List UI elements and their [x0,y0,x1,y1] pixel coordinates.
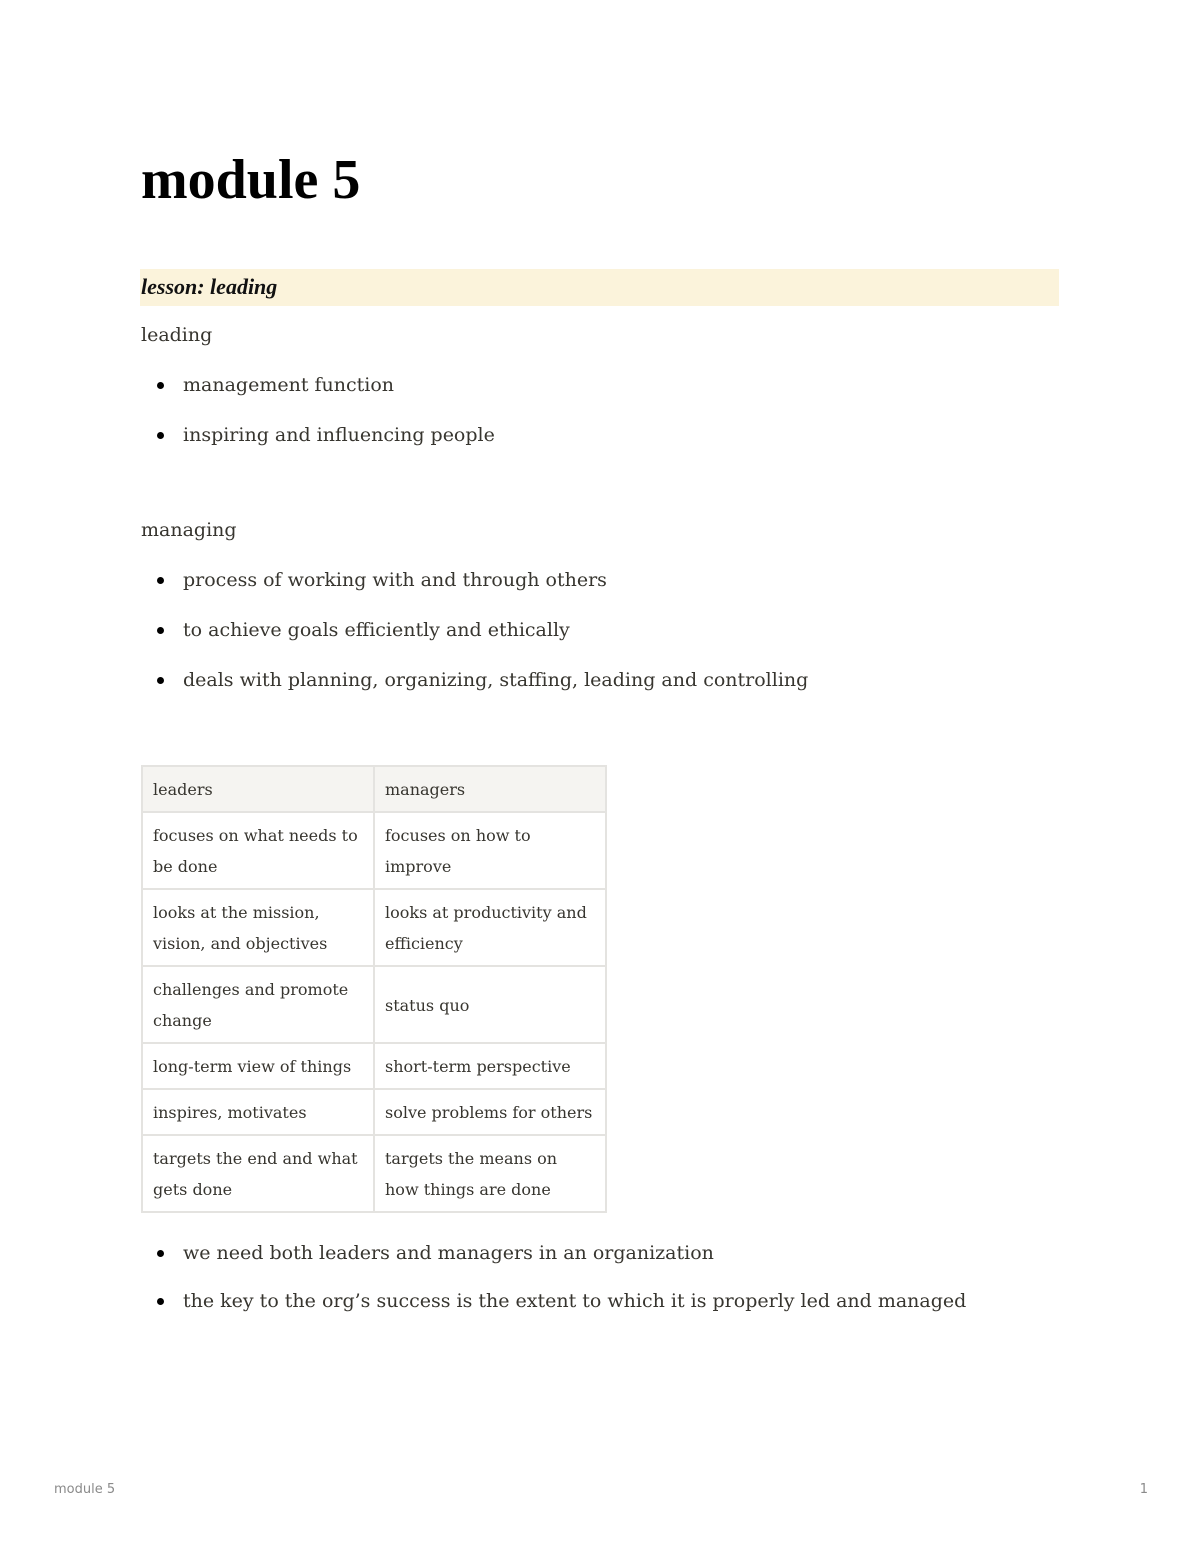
list-item-text: management function [183,374,395,396]
list-item [141,421,495,471]
list-item-text: to achieve goals efficiently and ethically [183,619,570,641]
section-heading-managing: managing [141,519,237,541]
footer-doc-name: module 5 [54,1482,116,1497]
list-item [141,666,808,716]
table-cell: short-term perspective [374,1043,606,1089]
summary-bullet-list [141,1239,966,1335]
list-item-text: the key to the org’s success is the extent to which it is properly led and managed [183,1290,967,1312]
bullet-dot [157,627,164,634]
table-cell: long-term view of things [142,1043,374,1089]
table-cell: status quo [374,966,606,1043]
bullet-dot [157,677,164,684]
bullet-dot [157,432,164,439]
list-item-text: inspiring and influencing people [183,424,495,446]
bullet-dot [157,1250,164,1257]
table-row [142,889,606,966]
list-item [141,616,808,666]
bullet-dot [157,577,164,584]
table-cell: focuses on what needs to be done [142,812,374,889]
table-row [142,966,606,1043]
footer-page-number: 1 [1139,1482,1148,1497]
bullet-dot [157,382,164,389]
table-cell: focuses on how to improve [374,812,606,889]
managing-bullet-list [141,566,808,716]
bullet-dot [157,1298,164,1305]
table-cell: solve problems for others [374,1089,606,1135]
list-item [141,566,808,616]
table-row [142,1135,606,1212]
callout-text: lesson: leading [141,274,278,299]
section-heading-leading: leading [141,324,213,346]
leading-bullet-list [141,371,495,471]
list-item-text: we need both leaders and managers in an organization [183,1242,714,1264]
lesson-callout [140,269,1059,306]
table-row [142,1043,606,1089]
table-cell: targets the end and what gets done [142,1135,374,1212]
table-row [142,1089,606,1135]
list-item [141,1239,966,1287]
table-header-managers: managers [374,766,606,812]
table-cell: looks at the mission, vision, and objectives [142,889,374,966]
list-item-text: process of working with and through others [183,569,607,591]
list-item [141,371,495,421]
page-title: module 5 [141,149,361,211]
table-cell: challenges and promote change [142,966,374,1043]
table-cell: inspires, motivates [142,1089,374,1135]
list-item [141,1287,966,1335]
table-header-row [142,766,606,812]
table-header-leaders: leaders [142,766,374,812]
table-cell: looks at productivity and efficiency [374,889,606,966]
list-item-text: deals with planning, organizing, staffing, leading and controlling [183,669,809,691]
table-row [142,812,606,889]
table-cell: targets the means on how things are done [374,1135,606,1212]
leaders-managers-table [141,765,607,1213]
